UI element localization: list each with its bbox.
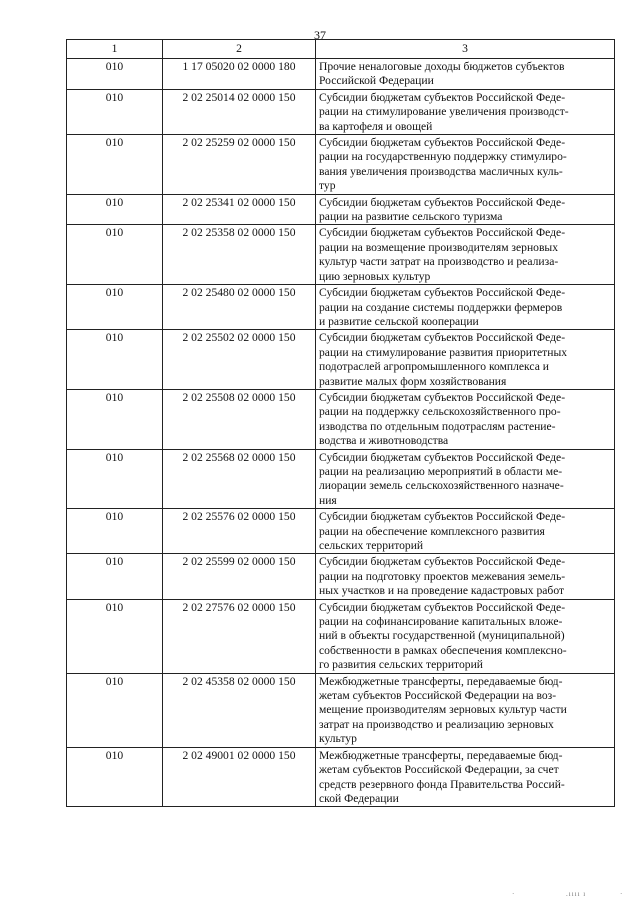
table-row — [67, 59, 615, 90]
description-line: рации на софинансирование капитальных вложе- — [319, 615, 563, 629]
admin-code-cell: 010 — [67, 59, 163, 90]
table-row — [67, 673, 615, 747]
table-row — [67, 194, 615, 225]
description-line: рации на стимулирование увеличения производст- — [319, 105, 569, 119]
description-line: го развития сельских территорий — [319, 658, 483, 672]
budget-classification-code-cell: 2 02 25014 02 0000 150 — [163, 89, 316, 134]
column-header-1: 1 — [67, 40, 163, 59]
footer-mark-left: · — [512, 890, 516, 898]
budget-classification-code-cell: 2 02 49001 02 0000 150 — [163, 747, 316, 807]
description-line: средств резервного фонда Правительства Россий- — [319, 777, 565, 791]
description-line: сельских территорий — [319, 539, 424, 552]
table-row — [67, 225, 615, 285]
table-row — [67, 747, 615, 807]
revenue-description-cell — [316, 89, 615, 134]
description-line: водства и животноводства — [319, 434, 449, 448]
revenue-description-cell — [316, 599, 615, 673]
description-line: Субсидии бюджетам субъектов Российской Феде- — [319, 136, 566, 150]
budget-classification-code-cell: 2 02 25341 02 0000 150 — [163, 194, 316, 225]
description-line: ний в объекты государственной (муниципальной) — [319, 629, 565, 643]
admin-code-cell: 010 — [67, 509, 163, 554]
admin-code-cell: 010 — [67, 449, 163, 509]
description-line: Межбюджетные трансферты, передаваемые бюд- — [319, 748, 563, 762]
description-line: ния — [319, 493, 337, 507]
budget-classification-code-cell: 2 02 25508 02 0000 150 — [163, 389, 316, 449]
description-line: жетам субъектов Российской Федерации, за счет — [319, 763, 559, 777]
description-line: Субсидии бюджетам субъектов Российской Феде- — [319, 555, 566, 569]
description-line: Субсидии бюджетам субъектов Российской Феде- — [319, 90, 566, 104]
table-row — [67, 285, 615, 330]
table-row — [67, 330, 615, 390]
description-line: лиорации земель сельскохозяйственного назначе- — [319, 479, 564, 493]
description-line: ской Федерации — [319, 791, 399, 805]
description-line: рации на создание системы поддержки фермеров — [319, 300, 563, 314]
description-line: рации на подготовку проектов межевания земель- — [319, 569, 566, 583]
budget-classification-code-cell: 2 02 25502 02 0000 150 — [163, 330, 316, 390]
description-line: Субсидии бюджетам субъектов Российской Феде- — [319, 331, 566, 345]
table-body — [67, 59, 615, 807]
description-line: Межбюджетные трансферты, передаваемые бюд- — [319, 674, 563, 688]
admin-code-cell: 010 — [67, 599, 163, 673]
budget-classification-code-cell: 2 02 25568 02 0000 150 — [163, 449, 316, 509]
column-header-2: 2 — [163, 40, 316, 59]
table-row — [67, 89, 615, 134]
table-header-row — [67, 40, 615, 59]
description-line: Субсидии бюджетам субъектов Российской Феде- — [319, 510, 566, 524]
admin-code-cell: 010 — [67, 225, 163, 285]
revenue-description-cell — [316, 225, 615, 285]
table-row — [67, 599, 615, 673]
admin-code-cell: 010 — [67, 194, 163, 225]
revenue-description-cell — [316, 135, 615, 195]
revenue-description-cell — [316, 59, 615, 90]
admin-code-cell: 010 — [67, 330, 163, 390]
description-line: рации на реализацию мероприятий в области ме- — [319, 464, 563, 478]
revenue-description-cell — [316, 330, 615, 390]
revenue-description-cell — [316, 673, 615, 747]
description-line: культур — [319, 732, 357, 746]
table-row — [67, 135, 615, 195]
description-line: рации на государственную поддержку стимулиро- — [319, 150, 567, 164]
description-line: Российской Федерации — [319, 74, 434, 88]
table-row — [67, 389, 615, 449]
description-line: Прочие неналоговые доходы бюджетов субъектов — [319, 60, 565, 73]
description-line: Субсидии бюджетам субъектов Российской Феде- — [319, 600, 566, 614]
description-line: вания увеличения производства масличных куль- — [319, 164, 563, 178]
description-line: подотраслей агропромышленного комплекса и — [319, 360, 549, 374]
revenue-description-cell — [316, 747, 615, 807]
footer-mark-right: · — [620, 890, 624, 898]
description-line: изводства по отдельным подотраслям растение- — [319, 419, 556, 433]
description-line: Субсидии бюджетам субъектов Российской Феде- — [319, 390, 566, 404]
table-row — [67, 509, 615, 554]
description-line: рации на поддержку сельскохозяйственного про- — [319, 405, 561, 419]
budget-classification-code-cell: 1 17 05020 02 0000 180 — [163, 59, 316, 90]
description-line: Субсидии бюджетам субъектов Российской Феде- — [319, 286, 566, 300]
admin-code-cell: 010 — [67, 89, 163, 134]
description-line: культур части затрат на производство и реализа- — [319, 255, 559, 269]
admin-code-cell: 010 — [67, 285, 163, 330]
admin-code-cell: 010 — [67, 673, 163, 747]
revenue-description-cell — [316, 554, 615, 599]
revenue-description-cell — [316, 389, 615, 449]
description-line: рации на возмещение производителям зерновых — [319, 240, 559, 254]
table-row — [67, 449, 615, 509]
revenue-description-cell — [316, 509, 615, 554]
description-line: рации на развитие сельского туризма — [319, 210, 503, 224]
description-line: тур — [319, 179, 336, 193]
revenue-description-cell — [316, 285, 615, 330]
revenue-description-cell — [316, 449, 615, 509]
budget-classification-code-cell: 2 02 45358 02 0000 150 — [163, 673, 316, 747]
footer-mark-mid: .ıııı ı — [566, 890, 587, 898]
description-line: цию зерновых культур — [319, 269, 431, 283]
description-line: мещение производителям зерновых культур части — [319, 703, 567, 717]
description-line: рации на стимулирование развития приоритетных — [319, 345, 568, 359]
budget-classification-code-cell: 2 02 25358 02 0000 150 — [163, 225, 316, 285]
budget-classification-code-cell: 2 02 27576 02 0000 150 — [163, 599, 316, 673]
description-line: ных участков и на проведение кадастровых работ — [319, 584, 565, 598]
table-row — [67, 554, 615, 599]
description-line: Субсидии бюджетам субъектов Российской Феде- — [319, 195, 566, 209]
admin-code-cell: 010 — [67, 135, 163, 195]
description-line: Субсидии бюджетам субъектов Российской Феде- — [319, 226, 566, 240]
budget-classification-code-cell: 2 02 25480 02 0000 150 — [163, 285, 316, 330]
admin-code-cell: 010 — [67, 747, 163, 807]
column-header-3: 3 — [316, 40, 615, 59]
description-line: затрат на производство и реализацию зерновых — [319, 717, 554, 731]
description-line: и развитие сельской кооперации — [319, 314, 479, 328]
description-line: Субсидии бюджетам субъектов Российской Феде- — [319, 450, 566, 464]
description-line: собственности в рамках обеспечения комплексно- — [319, 643, 567, 657]
page-number: 37 — [314, 28, 326, 42]
description-line: рации на обеспечение комплексного развития — [319, 524, 545, 538]
description-line: развитие малых форм хозяйствования — [319, 374, 507, 388]
admin-code-cell: 010 — [67, 389, 163, 449]
budget-codes-table — [66, 39, 615, 807]
revenue-description-cell — [316, 194, 615, 225]
budget-classification-code-cell: 2 02 25576 02 0000 150 — [163, 509, 316, 554]
description-line: жетам субъектов Российской Федерации на воз- — [319, 689, 557, 703]
admin-code-cell: 010 — [67, 554, 163, 599]
description-line: ва картофеля и овощей — [319, 119, 433, 133]
budget-classification-code-cell: 2 02 25599 02 0000 150 — [163, 554, 316, 599]
budget-classification-code-cell: 2 02 25259 02 0000 150 — [163, 135, 316, 195]
